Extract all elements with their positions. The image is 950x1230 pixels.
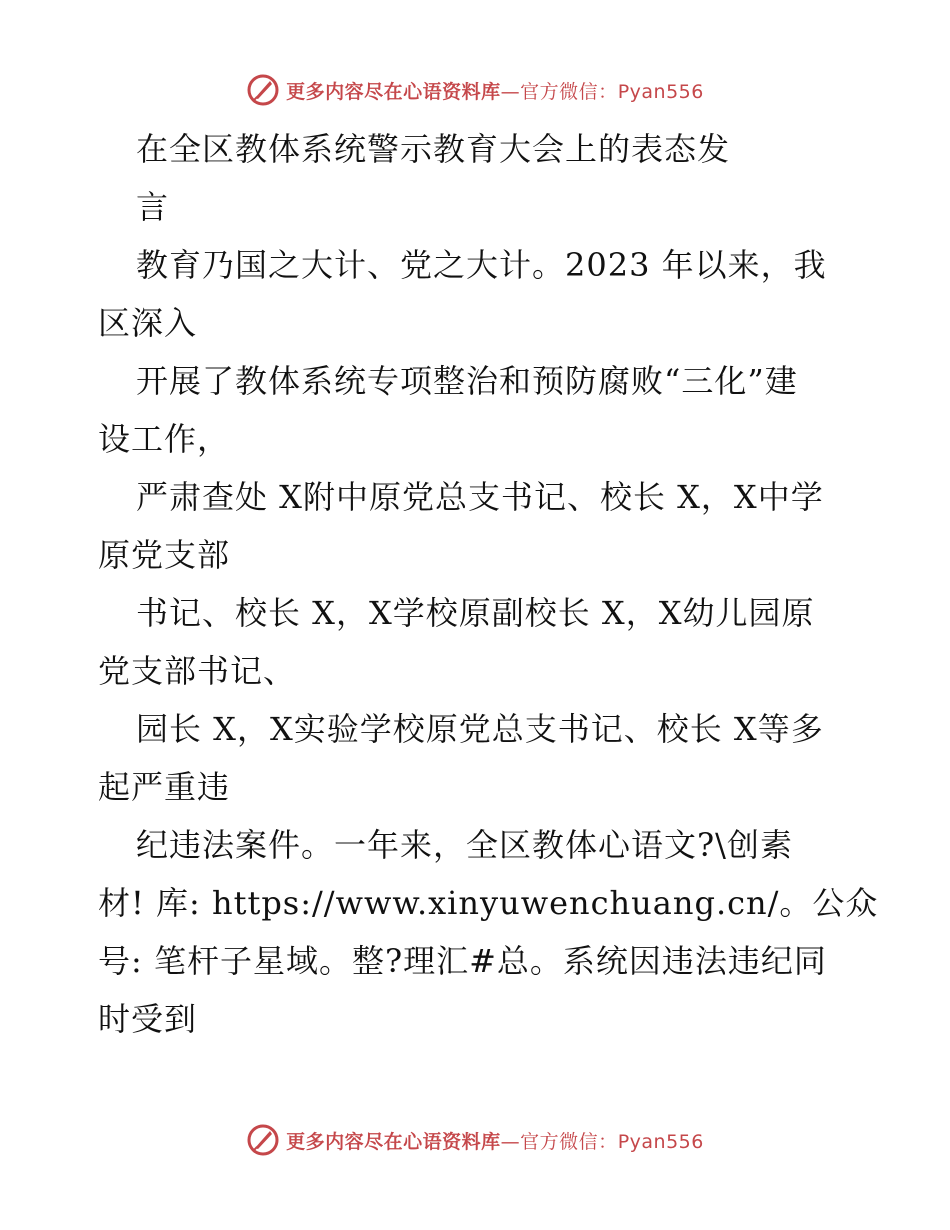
text-line: 时受到 xyxy=(98,1000,198,1038)
watermark-separator: — xyxy=(500,1130,521,1153)
text-line: 言 xyxy=(136,188,170,226)
text-line: 教育乃国之大计、党之大计。2023 年以来，我 xyxy=(136,246,827,284)
text-line: 园长 X，X实验学校原党总支书记、校长 X等多 xyxy=(136,710,824,748)
text-line: 书记、校长 X，X学校原副校长 X，X幼儿园原 xyxy=(136,594,815,632)
text-line: 党支部书记、 xyxy=(98,652,297,690)
watermark-main-text: 更多内容尽在心语资料库 xyxy=(286,1130,501,1153)
watermark-separator: — xyxy=(500,80,521,103)
text-line: 材! 库: https://www.xinyuwenchuang.cn/。公众 xyxy=(98,884,879,922)
header-watermark-banner xyxy=(0,68,950,112)
watermark-main-text: 更多内容尽在心语资料库 xyxy=(286,80,501,103)
text-line: 在全区教体系统警示教育大会上的表态发 xyxy=(136,130,731,168)
document-body xyxy=(98,120,879,1048)
footer-watermark-text xyxy=(286,1127,704,1154)
header-watermark-text xyxy=(286,77,704,104)
watermark-wechat-id: Pyan556 xyxy=(617,1130,704,1153)
text-line: 起严重违 xyxy=(98,768,231,806)
text-line: 纪违法案件。一年来，全区教体心语文?\创素 xyxy=(136,826,793,864)
watermark-wechat-label: 官方微信： xyxy=(520,1130,618,1153)
quill-logo-icon xyxy=(246,1123,280,1157)
quill-logo-icon xyxy=(246,73,280,107)
text-line: 设工作， xyxy=(98,420,231,458)
text-line: 原党支部 xyxy=(98,536,231,574)
watermark-wechat-label: 官方微信： xyxy=(520,80,618,103)
text-line: 号: 笔杆子星域。整?理汇#总。系统因违法违纪同 xyxy=(98,942,827,980)
text-line: 严肃查处 X附中原党总支书记、校长 X，X中学 xyxy=(136,478,824,516)
text-line: 开展了教体系统专项整治和预防腐败“三化”建 xyxy=(136,362,798,400)
footer-watermark-banner xyxy=(0,1118,950,1162)
text-line: 区深入 xyxy=(98,304,198,342)
watermark-wechat-id: Pyan556 xyxy=(617,80,704,103)
